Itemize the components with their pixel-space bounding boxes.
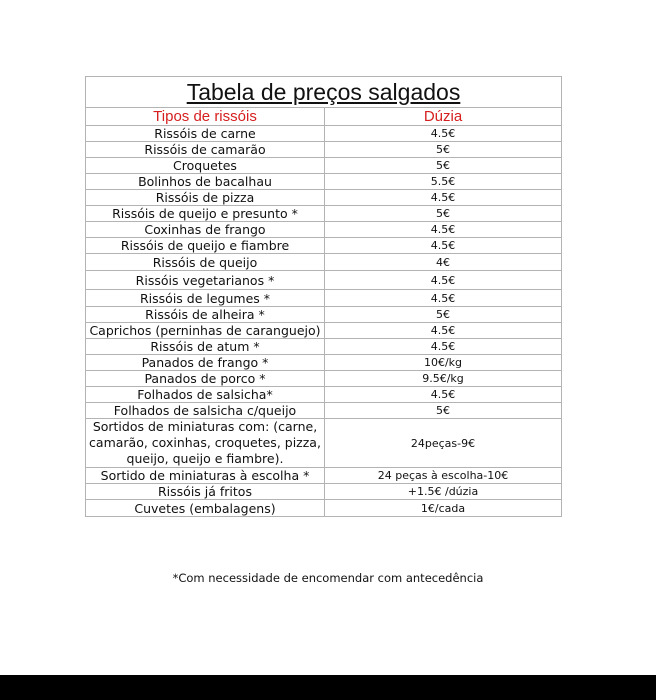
item-price: 24peças-9€ [325, 419, 562, 468]
table-row [86, 126, 562, 142]
table-title-cell [86, 77, 562, 108]
table-row [86, 323, 562, 339]
item-name: Rissóis de queijo e presunto * [86, 206, 325, 222]
item-price: 5.5€ [325, 174, 562, 190]
item-price: 10€/kg [325, 355, 562, 371]
footnote: *Com necessidade de encomendar com antecedência [172, 571, 484, 585]
item-name: Rissóis vegetarianos * [86, 271, 325, 290]
price-table-body [86, 77, 562, 517]
item-name: Croquetes [86, 158, 325, 174]
table-row [86, 419, 562, 468]
table-row [86, 254, 562, 271]
item-price: 4.5€ [325, 190, 562, 206]
item-price: 5€ [325, 403, 562, 419]
item-name: Rissóis de legumes * [86, 290, 325, 307]
bottom-bar [0, 675, 656, 700]
item-price: 5€ [325, 206, 562, 222]
item-price: 9.5€/kg [325, 371, 562, 387]
item-price: 4.5€ [325, 271, 562, 290]
item-name: Sortido de miniaturas à escolha * [86, 468, 325, 484]
item-price: 4.5€ [325, 126, 562, 142]
table-row [86, 403, 562, 419]
table-title: Tabela de preços salgados [186, 79, 461, 105]
item-name: Caprichos (perninhas de caranguejo) [86, 323, 325, 339]
item-price: 4.5€ [325, 339, 562, 355]
price-table [85, 76, 562, 517]
item-name: Folhados de salsicha c/queijo [86, 403, 325, 419]
item-name: Panados de frango * [86, 355, 325, 371]
table-row [86, 238, 562, 254]
item-name: Rissóis de pizza [86, 190, 325, 206]
table-row [86, 500, 562, 517]
item-name: Rissóis de carne [86, 126, 325, 142]
table-row [86, 484, 562, 500]
item-name: Coxinhas de frango [86, 222, 325, 238]
table-row [86, 271, 562, 290]
table-row [86, 355, 562, 371]
item-name: Folhados de salsicha* [86, 387, 325, 403]
title-row [86, 77, 562, 108]
item-name: Rissóis já fritos [86, 484, 325, 500]
table-row [86, 468, 562, 484]
table-row [86, 339, 562, 355]
item-price: 5€ [325, 307, 562, 323]
item-price: 1€/cada [325, 500, 562, 517]
header-type: Tipos de rissóis [86, 108, 325, 126]
table-row [86, 206, 562, 222]
item-name: Rissóis de queijo e fiambre [86, 238, 325, 254]
item-price: 4.5€ [325, 387, 562, 403]
table-row [86, 290, 562, 307]
item-name: Cuvetes (embalagens) [86, 500, 325, 517]
item-price: 24 peças à escolha-10€ [325, 468, 562, 484]
item-price: 5€ [325, 142, 562, 158]
header-price: Dúzia [325, 108, 562, 126]
item-price: 4.5€ [325, 238, 562, 254]
header-row [86, 108, 562, 126]
table-row [86, 387, 562, 403]
item-price: 4.5€ [325, 222, 562, 238]
item-name: Sortidos de miniaturas com: (carne, camarão, coxinhas, croquetes, pizza, queijo, queijo e fiambre). [86, 419, 325, 468]
table-row [86, 371, 562, 387]
item-price: 4€ [325, 254, 562, 271]
item-price: 4.5€ [325, 323, 562, 339]
item-name: Panados de porco * [86, 371, 325, 387]
item-price: +1.5€ /dúzia [325, 484, 562, 500]
item-name: Rissóis de camarão [86, 142, 325, 158]
table-row [86, 222, 562, 238]
table-row [86, 158, 562, 174]
table-row [86, 174, 562, 190]
item-name: Rissóis de alheira * [86, 307, 325, 323]
item-price: 5€ [325, 158, 562, 174]
item-name: Rissóis de atum * [86, 339, 325, 355]
item-name: Bolinhos de bacalhau [86, 174, 325, 190]
item-name: Rissóis de queijo [86, 254, 325, 271]
table-row [86, 190, 562, 206]
table-row [86, 142, 562, 158]
table-row [86, 307, 562, 323]
item-price: 4.5€ [325, 290, 562, 307]
